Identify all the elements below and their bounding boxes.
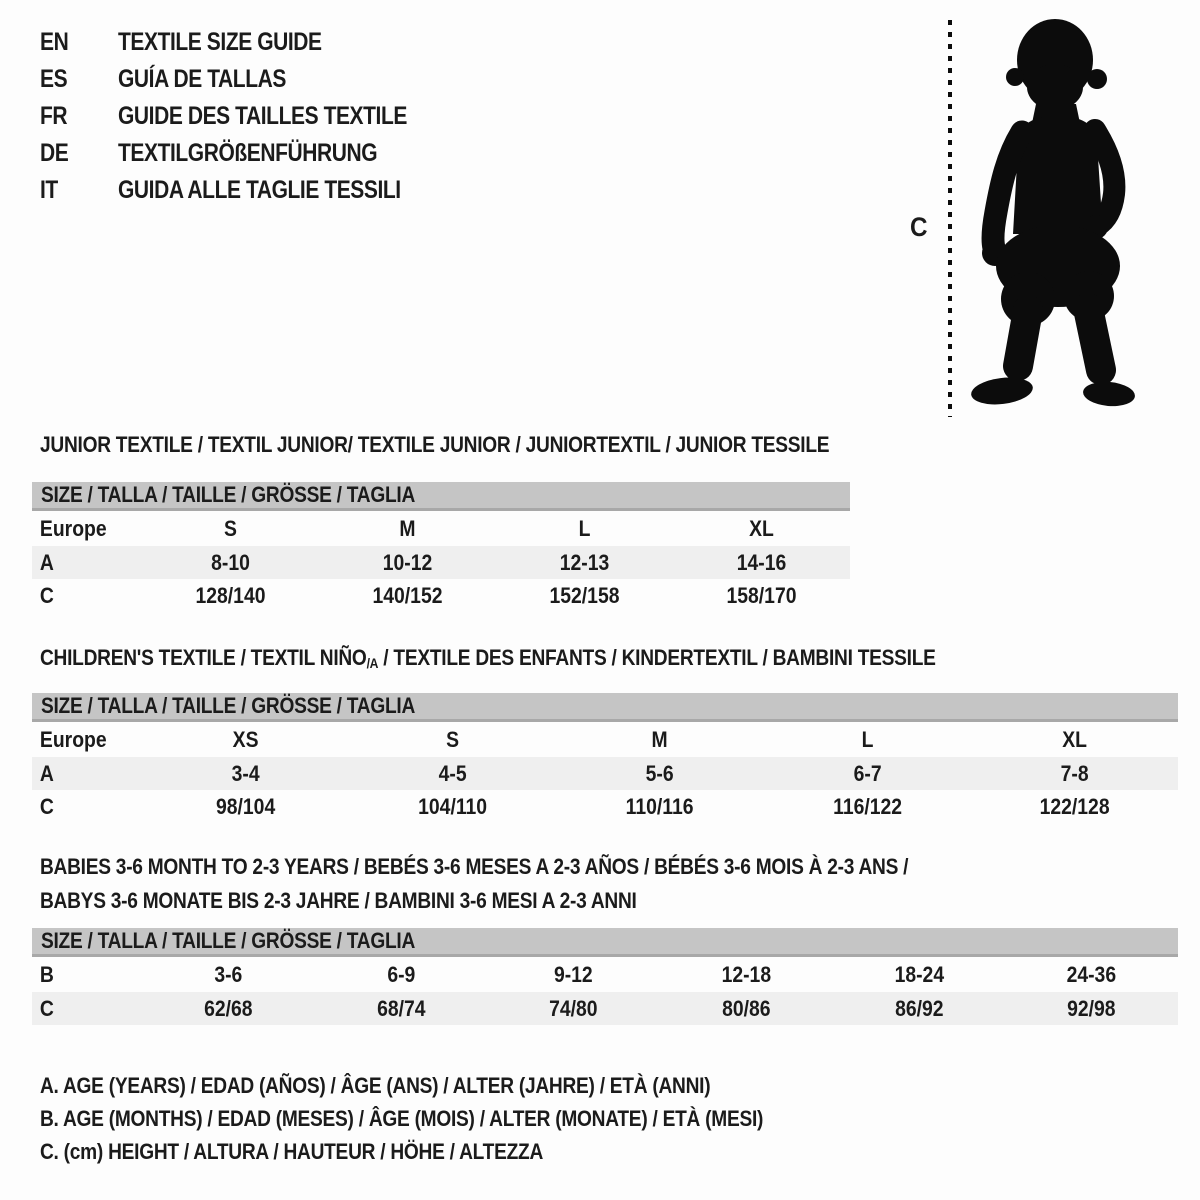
table-cell: 86/92	[894, 995, 944, 1021]
language-row-en	[40, 24, 462, 61]
table-cell: 3-6	[214, 961, 243, 987]
legend-line-a: A. AGE (YEARS) / EDAD (AÑOS) / ÂGE (ANS) / ALTER (JAHRE) / ETÀ (ANNI)	[40, 1073, 711, 1098]
language-code: FR	[40, 102, 68, 130]
table-cell: 12-18	[721, 961, 772, 987]
table-row-europe	[32, 722, 1178, 757]
table-cell: 18-24	[894, 961, 944, 987]
children-table	[32, 693, 1178, 823]
language-title: GUIDE DES TAILLES TEXTILE	[118, 102, 407, 130]
children-size-header-bar	[32, 693, 1178, 722]
height-measure-dashed-line	[948, 20, 952, 417]
row-label: C	[39, 995, 54, 1021]
language-row-es	[40, 61, 462, 98]
size-header-label: SIZE / TALLA / TAILLE / GRÖSSE / TAGLIA	[41, 928, 416, 953]
table-cell: S	[446, 726, 460, 752]
table-cell: 92/98	[1067, 995, 1116, 1021]
row-label: C	[39, 582, 54, 608]
baby-silhouette-icon	[958, 14, 1142, 418]
table-cell: 8-10	[211, 549, 250, 575]
table-cell: 24-36	[1066, 961, 1117, 987]
row-label: A	[39, 760, 54, 786]
table-row-a	[32, 757, 1178, 790]
table-cell: 152/158	[549, 582, 620, 608]
row-label: B	[39, 961, 54, 987]
table-cell: 128/140	[195, 582, 266, 608]
children-title-subscript: /A	[366, 655, 379, 671]
table-cell: 62/68	[204, 995, 253, 1021]
language-title: GUÍA DE TALLAS	[118, 65, 286, 93]
table-cell: 6-7	[853, 760, 882, 786]
babies-section-title	[40, 850, 908, 918]
language-code: ES	[40, 65, 68, 93]
table-cell: S	[224, 515, 237, 541]
language-title: GUIDA ALLE TAGLIE TESSILI	[118, 176, 401, 204]
table-cell: 104/110	[418, 793, 488, 819]
table-row-c	[32, 790, 1178, 823]
table-row-b	[32, 957, 1178, 992]
table-cell: M	[651, 726, 669, 752]
table-cell: 9-12	[554, 961, 594, 987]
table-cell: 158/170	[726, 582, 797, 608]
language-code: EN	[40, 28, 69, 56]
table-row-c	[32, 992, 1178, 1025]
table-cell: 4-5	[438, 760, 467, 786]
table-cell: 5-6	[646, 760, 674, 786]
legend-line-c: C. (cm) HEIGHT / ALTURA / HAUTEUR / HÖHE / ALTEZZA	[40, 1139, 544, 1164]
children-title-suffix: / TEXTILE DES ENFANTS / KINDERTEXTIL / BAMBINI TESSILE	[378, 645, 936, 670]
language-row-it	[40, 172, 462, 209]
children-title-prefix: CHILDREN'S TEXTILE / TEXTIL NIÑO	[40, 645, 367, 670]
table-cell: XL	[749, 515, 774, 541]
language-code: IT	[40, 176, 58, 204]
table-cell: 140/152	[372, 582, 443, 608]
table-cell: 80/86	[722, 995, 771, 1021]
table-cell: 110/116	[626, 793, 694, 819]
size-header-label: SIZE / TALLA / TAILLE / GRÖSSE / TAGLIA	[41, 693, 416, 718]
language-row-fr	[40, 98, 462, 135]
measurement-legend	[40, 1069, 871, 1168]
table-cell: 10-12	[382, 549, 433, 575]
table-cell: XS	[232, 726, 259, 752]
row-label: Europe	[39, 515, 107, 541]
junior-table	[32, 482, 850, 612]
children-section-title	[40, 645, 936, 671]
table-row-europe	[32, 511, 850, 546]
language-row-de	[40, 135, 462, 172]
table-cell: 68/74	[376, 995, 426, 1021]
table-cell: 6-9	[387, 961, 415, 987]
junior-size-header-bar	[32, 482, 850, 511]
language-title: TEXTILGRÖßENFÜHRUNG	[118, 139, 378, 167]
babies-title-line1: BABIES 3-6 MONTH TO 2-3 YEARS / BEBÉS 3-6 MESES A 2-3 AÑOS / BÉBÉS 3-6 MOIS À 2-3 ANS /	[40, 854, 909, 879]
legend-line-b: B. AGE (MONTHS) / EDAD (MESES) / ÂGE (MOIS) / ALTER (MONATE) / ETÀ (MESI)	[40, 1106, 764, 1131]
table-cell: 98/104	[215, 793, 276, 819]
row-label: C	[39, 793, 54, 819]
table-row-c	[32, 579, 850, 612]
table-cell: 7-8	[1060, 760, 1089, 786]
babies-size-header-bar	[32, 928, 1178, 957]
table-cell: 122/128	[1039, 793, 1110, 819]
table-cell: 14-16	[736, 549, 787, 575]
language-code: DE	[40, 139, 69, 167]
table-cell: 12-13	[559, 549, 610, 575]
junior-section-title: JUNIOR TEXTILE / TEXTIL JUNIOR/ TEXTILE JUNIOR / JUNIORTEXTIL / JUNIOR TESSILE	[40, 432, 830, 457]
row-label: Europe	[39, 726, 107, 752]
table-cell: 74/80	[549, 995, 598, 1021]
size-header-label: SIZE / TALLA / TAILLE / GRÖSSE / TAGLIA	[41, 482, 416, 507]
language-title: TEXTILE SIZE GUIDE	[118, 28, 322, 56]
table-cell: 3-4	[231, 760, 260, 786]
table-row-a	[32, 546, 850, 579]
height-measure-label: C	[910, 212, 928, 242]
table-cell: L	[578, 515, 591, 541]
table-cell: M	[399, 515, 416, 541]
table-cell: 116/122	[832, 793, 902, 819]
language-title-list	[40, 24, 462, 209]
babies-title-line2: BABYS 3-6 MONATE BIS 2-3 JAHRE / BAMBINI 3-6 MESI A 2-3 ANNI	[40, 888, 637, 913]
babies-table	[32, 928, 1178, 1025]
table-cell: XL	[1062, 726, 1087, 752]
table-cell: L	[861, 726, 874, 752]
row-label: A	[39, 549, 54, 575]
